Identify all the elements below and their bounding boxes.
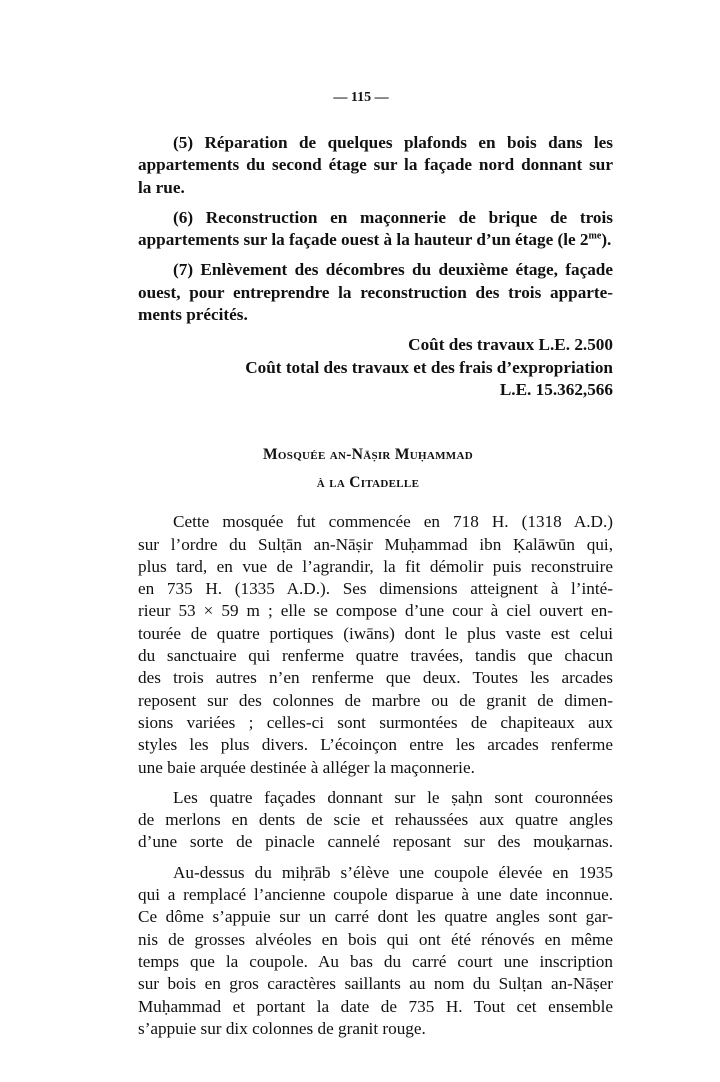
text-line: s’appuie sur dix colonnes de granit rouge. [138,1018,426,1038]
section-title-line-1: Mosquée an-Nāṣir Muḥammad [263,446,473,464]
text-line: reposent sur des colonnes de marbre ou de granit de dimen- [138,690,613,710]
list-item-7 [103,259,613,326]
text-line: qui a remplacé l’ancienne coupole disparue à une date inconnue. [138,885,613,905]
text-line: plus tard, en vue de l’agrandir, la fit démolir puis reconstruire [138,556,613,576]
text-line: sur bois en gros caractères saillants au nom du Sulṭan an-Nāṣer [138,974,613,994]
text-line: sur l’ordre du Sulṭān an-Nāṣir Muḥammad ibn Ḳalāwūn qui, [138,534,613,554]
text-line [103,229,613,251]
superscript: me [588,230,602,242]
page-number: — 115 — [333,90,389,105]
text-line: d’une sorte de pinacle cannelé reposant sur des mouḳarnas. [138,832,613,852]
text-line: nis de grosses alvéoles en bois qui ont été rénovés en même [138,929,613,949]
text-line: (7) Enlèvement des décombres du deuxième étage, façade [173,260,613,280]
list-item-6 [103,207,613,252]
text-fragment: appartements sur la façade ouest à la hauteur d’un étage (le 2 [138,230,589,250]
text-line: Muḥammad et portant la date de 735 H. Tout cet ensemble [138,996,613,1016]
list-item-5 [103,132,613,199]
section-title-line-2: à la Citadelle [316,474,420,492]
cost-total-label: Coût total des travaux et des frais d’expropriation [245,357,613,377]
text-line: de merlons en dents de scie et rehaussées aux quatre angles [138,810,613,830]
text-line: Les quatre façades donnant sur le ṣaḥn sont couronnées [173,787,613,807]
text-fragment: ). [601,230,612,250]
text-line: Ce dôme s’appuie sur un carré dont les quatre angles sont gar- [138,907,613,927]
text-line: sions variées ; celles-ci sont surmontées de chapiteaux aux [138,712,613,732]
text-line: une baie arquée destinée à alléger la maçonnerie. [138,757,475,777]
text-line: en 735 H. (1335 A.D.). Ses dimensions atteignent à l’inté- [138,579,613,599]
text-line: ouest, pour entreprendre la reconstruction des trois apparte- [138,282,613,302]
document-page [103,88,613,1048]
text-line: Cette mosquée fut commencée en 718 H. (1318 A.D.) [173,512,613,532]
text-line: ments précités. [138,305,248,325]
cost-works: Coût des travaux L.E. 2.500 [408,335,613,355]
paragraph-1 [103,511,613,779]
text-line: rieur 53 × 59 m ; elle se compose d’une cour à ciel ouvert en- [138,601,613,621]
text-line: tourée de quatre portiques (iwāns) dont le plus vaste est celui [138,623,613,643]
text-line: styles les plus divers. L’écoinçon entre les arcades renferme [138,735,613,755]
text-line: (5) Réparation de quelques plafonds en bois dans les [173,133,613,152]
text-line: des trois autres n’en renferme que deux. Toutes les arcades [138,668,613,688]
text-line: temps que la coupole. Au bas du carré court une inscription [138,951,613,971]
paragraph-2 [103,787,613,854]
section-title [103,441,613,497]
text-line: la rue. [138,177,185,197]
text-line: (6) Reconstruction en maçonnerie de brique de trois [173,207,613,227]
text-line: appartements du second étage sur la façade nord donnant sur [138,155,613,175]
text-line: du sanctuaire qui renferme quatre travées, tandis que chacun [138,646,613,666]
text-line: Au-dessus du miḥrāb s’élève une coupole élevée en 1935 [173,862,613,882]
cost-total-value: L.E. 15.362,566 [499,379,613,399]
paragraph-3 [103,862,613,1040]
